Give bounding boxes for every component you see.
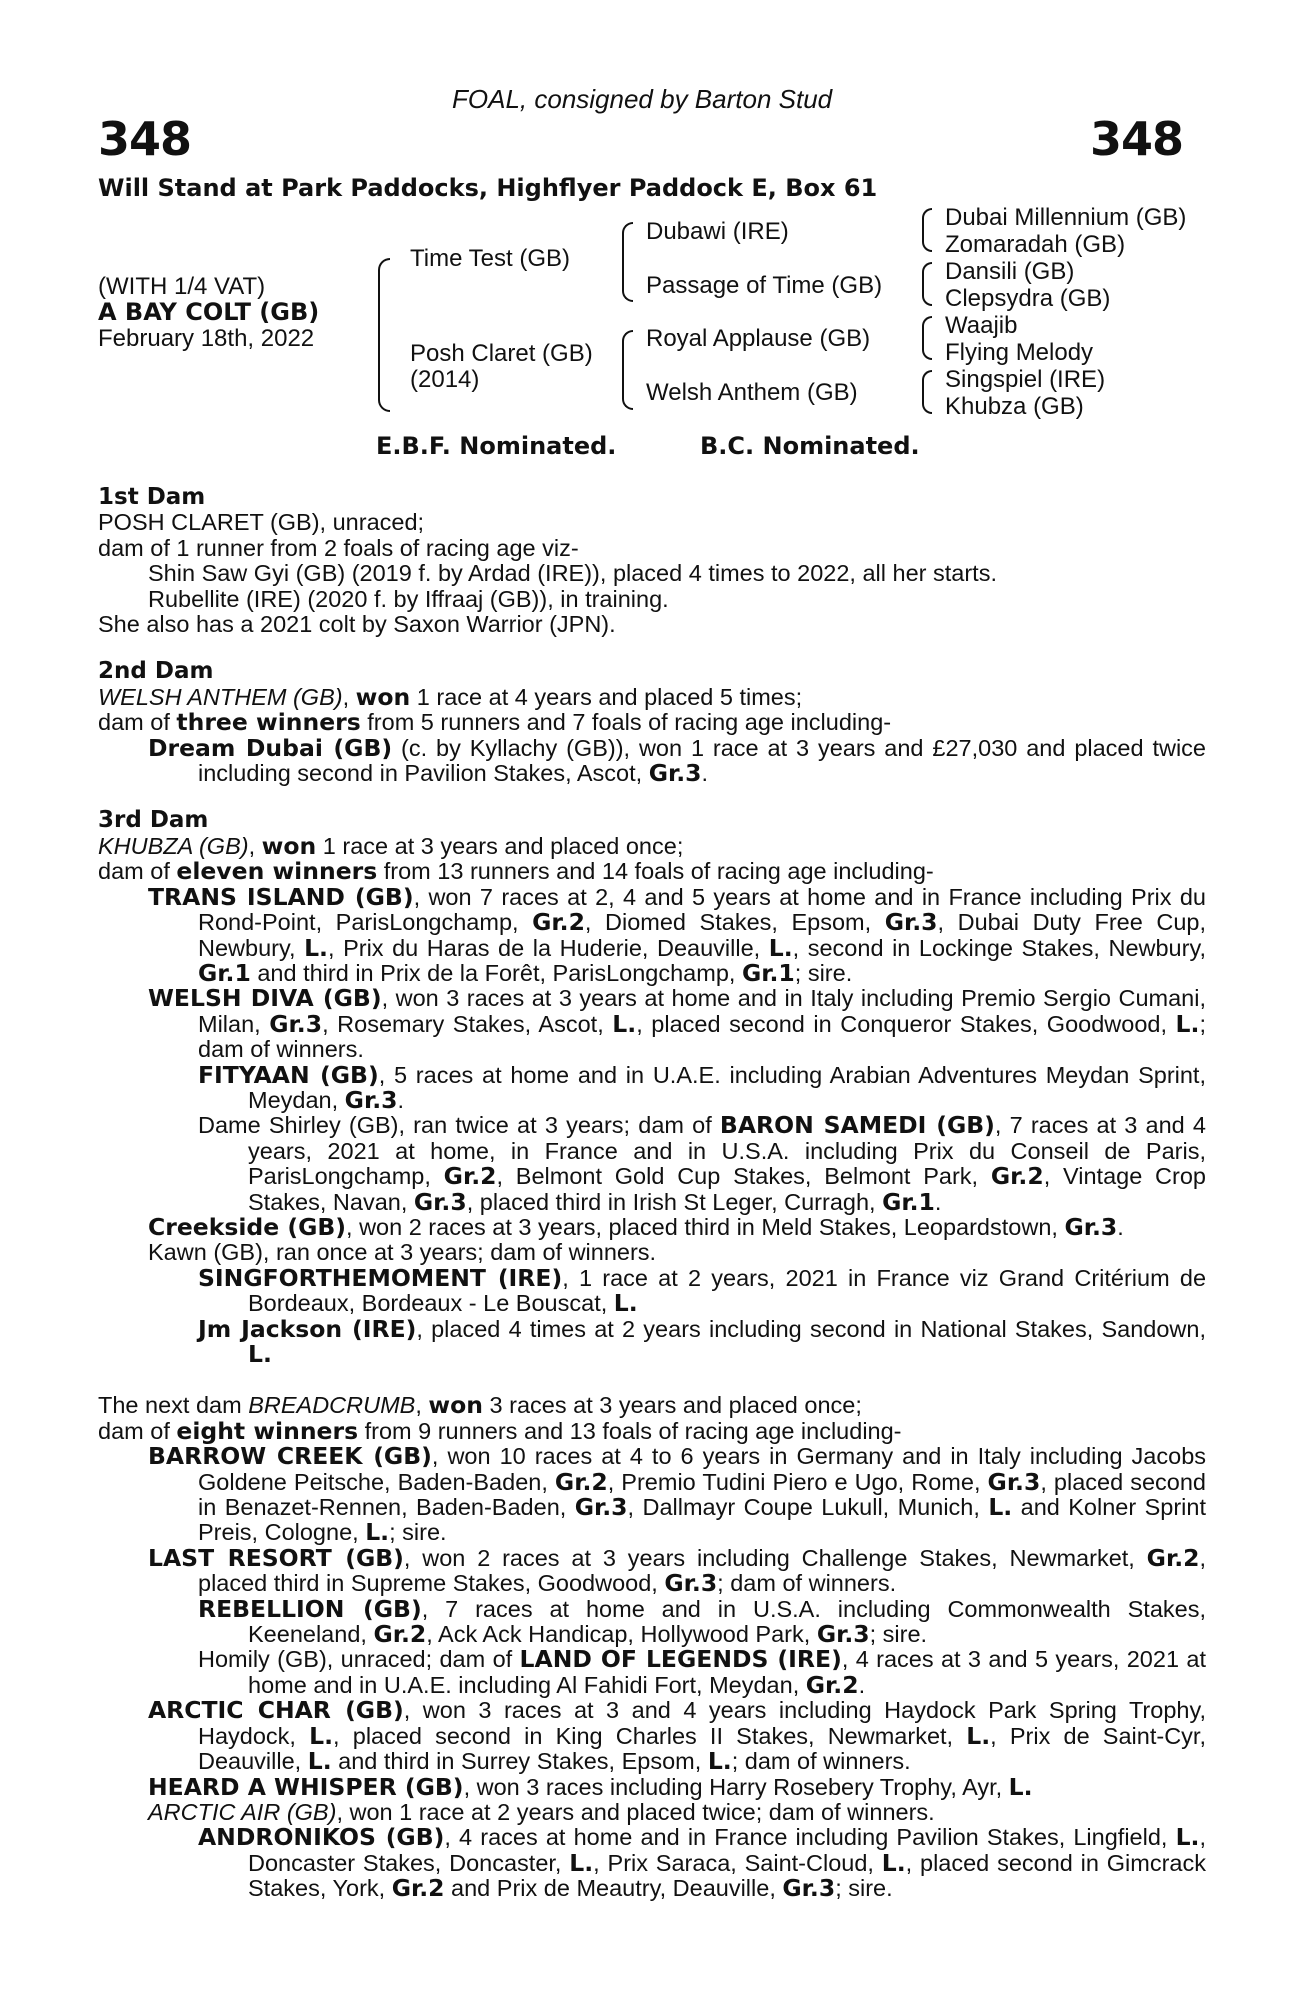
text: dam of xyxy=(98,1417,177,1444)
grade: L. xyxy=(966,1721,991,1750)
dam-name: BREADCRUMB xyxy=(248,1392,416,1419)
text: . xyxy=(1117,1213,1124,1240)
lot-title: A BAY COLT (GB) xyxy=(98,298,320,326)
grade: Gr.2 xyxy=(990,1162,1044,1191)
grade: L. xyxy=(1008,1772,1033,1801)
text: . xyxy=(397,1086,405,1113)
text: , Prix Saraca, Saint-Cloud, xyxy=(593,1849,882,1876)
text: , second in Lockinge Stakes, Newbury, xyxy=(792,934,1206,961)
first-dam-progeny: Rubellite (IRE) (2020 f. by Iffraaj (GB)), in training. xyxy=(148,585,669,612)
grade: L. xyxy=(365,1518,390,1547)
progeny-entry xyxy=(98,1698,1206,1774)
brace xyxy=(622,330,633,410)
progeny-entry xyxy=(98,986,1206,1062)
grade: L. xyxy=(768,933,793,962)
grade: L. xyxy=(569,1848,594,1877)
text: , won 2 races at 3 years including Challenge Stakes, Newmarket, xyxy=(403,1544,1147,1571)
text: , 7 races at 3 and 4 years, 2021 at home, in France and in U.S.A. including Prix du Conseil de Paris, ParisLongchamp, xyxy=(248,1112,1206,1190)
first-dam-progeny: Shin Saw Gyi (GB) (2019 f. by Ardad (IRE)), placed 4 times to 2022, all her starts. xyxy=(148,560,997,587)
horse-name: HEARD A WHISPER (GB) xyxy=(148,1772,464,1801)
text: dam of xyxy=(98,858,177,885)
horse-name: Dream Dubai (GB) xyxy=(148,733,393,762)
sire: Time Test (GB) xyxy=(410,245,571,272)
grade: L. xyxy=(304,933,328,962)
consignment-line: FOAL, consigned by Barton Stud xyxy=(452,84,833,114)
horse-name: REBELLION (GB) xyxy=(198,1594,422,1623)
horse-name: TRANS ISLAND (GB) xyxy=(148,882,414,911)
first-dam-line: POSH CLARET (GB), unraced; xyxy=(98,509,425,536)
progeny-entry xyxy=(98,1113,1206,1215)
grade: Gr.2 xyxy=(391,1874,445,1903)
winners-count: eight winners xyxy=(176,1416,359,1445)
text: ; dam of winners. xyxy=(717,1570,897,1597)
first-dam-line: She also has a 2021 colt by Saxon Warrior (JPN). xyxy=(98,611,616,638)
text: , placed second in Benazet-Rennen, Baden-Baden, xyxy=(198,1468,1206,1521)
third-dam-line: KHUBZA (GB), won 1 race at 3 years and placed once; xyxy=(98,831,684,860)
text: from 5 runners and 7 foals of racing age including- xyxy=(360,709,892,736)
text: . xyxy=(934,1188,942,1215)
won-label: won xyxy=(261,831,317,860)
sire-sire: Dubawi (IRE) xyxy=(646,218,789,245)
grade: L. xyxy=(248,1340,272,1368)
text: . xyxy=(858,1671,866,1698)
won-label: won xyxy=(355,682,411,711)
sss: Dubai Millennium (GB) xyxy=(945,204,1187,231)
text: , Doncaster Stakes, Doncaster, xyxy=(248,1824,1206,1876)
text: , Prix de Saint-Cyr, Deauville, xyxy=(198,1722,1206,1775)
horse-name: ANDRONIKOS (GB) xyxy=(198,1823,445,1852)
horse-name: Creekside (GB) xyxy=(148,1212,347,1241)
text: , Dallmayr Coupe Lukull, Munich, xyxy=(627,1494,989,1521)
grade: Gr.3 xyxy=(816,1620,870,1649)
text: , won 3 races at 3 years at home and in Italy including Premio Sergio Cumani, Milan, xyxy=(198,985,1206,1037)
grade: Gr.1 xyxy=(198,958,251,987)
text: , Prix du Haras de la Huderie, Deauville, xyxy=(327,934,769,961)
horse-name: BARROW CREEK (GB) xyxy=(148,1442,432,1471)
third-dam-heading: 3rd Dam xyxy=(98,807,209,834)
text: , Premio Tudini Piero e Ugo, Rome, xyxy=(607,1468,988,1495)
grade: Gr.3 xyxy=(574,1493,628,1522)
progeny-entry xyxy=(98,1263,1207,1318)
text: Dame Shirley (GB), ran twice at 3 years; dam of xyxy=(198,1112,720,1139)
dds: Singspiel (IRE) xyxy=(945,366,1106,393)
text: ; sire. xyxy=(389,1519,447,1546)
text: , Dubai Duty Free Cup, Newbury, xyxy=(198,909,1206,961)
progeny-entry xyxy=(98,1800,1206,1825)
grade: Gr.3 xyxy=(987,1467,1041,1496)
bc-nomination: B.C. Nominated. xyxy=(700,432,920,460)
grade: L. xyxy=(1175,1009,1200,1038)
text: , Rosemary Stakes, Ascot, xyxy=(322,1010,613,1037)
sire-dam: Passage of Time (GB) xyxy=(646,272,883,299)
text: and Kolner Sprint Preis, Cologne, xyxy=(198,1494,1206,1546)
text: , placed second in King Charles II Stakes, Newmarket, xyxy=(333,1722,967,1749)
progeny-entry xyxy=(98,1314,1206,1368)
second-dam-line: WELSH ANTHEM (GB), won 1 race at 4 years and placed 5 times; xyxy=(98,682,803,711)
grade: Gr.3 xyxy=(269,1009,323,1038)
ssd: Zomaradah (GB) xyxy=(945,231,1126,258)
horse-name: WELSH DIVA (GB) xyxy=(148,984,382,1013)
text: , placed 4 times at 2 years including second in National Stakes, Sandown, xyxy=(416,1315,1206,1342)
winners-count: eleven winners xyxy=(176,857,378,886)
progeny-entry xyxy=(98,1594,1206,1649)
grade: Gr.3 xyxy=(884,908,938,937)
first-dam-heading: 1st Dam xyxy=(98,484,206,510)
spacer xyxy=(98,1367,1206,1393)
grade: Gr.3 xyxy=(664,1569,718,1598)
grade: Gr.1 xyxy=(741,958,795,987)
lot-number-left: 348 xyxy=(98,112,192,166)
second-dam-heading: 2nd Dam xyxy=(98,658,214,685)
text: and third in Surrey Stakes, Epsom, xyxy=(331,1748,708,1775)
won-label: won xyxy=(428,1391,484,1420)
grade: L. xyxy=(707,1747,732,1776)
grade: Gr.2 xyxy=(443,1162,497,1191)
third-dam-line xyxy=(98,859,1206,884)
brace xyxy=(378,258,390,412)
progeny-entry xyxy=(98,1060,1206,1114)
text: , placed second in Gimcrack Stakes, York, xyxy=(248,1849,1206,1902)
text: 1 race at 3 years and placed once; xyxy=(316,832,684,859)
brace xyxy=(922,370,932,414)
lot-number-right: 348 xyxy=(1090,112,1184,166)
dam-dam: Welsh Anthem (GB) xyxy=(646,379,858,406)
catalogue-body xyxy=(98,485,1206,1902)
text: Homily (GB), unraced; dam of xyxy=(198,1646,520,1673)
second-dam-line xyxy=(98,710,1206,735)
grade: Gr.3 xyxy=(1064,1212,1118,1241)
grade: Gr.2 xyxy=(373,1620,427,1649)
grade: Gr.2 xyxy=(532,908,585,937)
dsd: Flying Melody xyxy=(945,339,1094,366)
dam-name: KHUBZA (GB) xyxy=(98,832,249,859)
sds: Dansili (GB) xyxy=(945,258,1075,285)
text: , 1 race at 2 years, 2021 in France viz Grand Critérium de Bordeaux, Bordeaux - Le Bouscat, xyxy=(248,1264,1207,1317)
text: , won 2 races at 3 years, placed third in Meld Stakes, Leopardstown, xyxy=(346,1213,1065,1240)
stand-location: Will Stand at Park Paddocks, Highflyer Paddock E, Box 61 xyxy=(98,174,878,202)
grade: Gr.2 xyxy=(1146,1543,1200,1572)
brace xyxy=(922,208,932,252)
horse-name: ARCTIC AIR (GB) xyxy=(148,1798,337,1825)
progeny-entry xyxy=(98,1444,1206,1546)
text: Kawn (GB), ran once at 3 years; dam of winners. xyxy=(148,1239,657,1266)
grade: Gr.3 xyxy=(782,1874,836,1903)
grade: L. xyxy=(612,1009,637,1038)
grade: L. xyxy=(988,1493,1013,1522)
progeny-entry xyxy=(98,1543,1207,1598)
grade: Gr.2 xyxy=(805,1670,859,1699)
text: , placed second in Conqueror Stakes, Goodwood, xyxy=(636,1010,1176,1037)
text: , won 10 races at 4 to 6 years in Germany and in Italy including Jacobs Goldene Peitsche, Baden-Baden, xyxy=(198,1443,1207,1495)
progeny-entry xyxy=(98,1647,1206,1698)
text: , Belmont Gold Cup Stakes, Belmont Park, xyxy=(496,1163,991,1190)
text: , won 3 races including Harry Rosebery Trophy, Ayr, xyxy=(463,1773,1009,1800)
text: , Diomed Stakes, Epsom, xyxy=(584,909,885,936)
grade: Gr.3 xyxy=(413,1187,467,1216)
winners-count: three winners xyxy=(176,708,361,737)
grade: L. xyxy=(307,1747,332,1776)
first-dam-line: dam of 1 runner from 2 foals of racing age viz- xyxy=(98,534,579,561)
text: , 4 races at 3 and 5 years, 2021 at home and in U.A.E. including Al Fahidi Fort, Meydan, xyxy=(248,1646,1206,1698)
text: , 5 races at home and in U.A.E. including Arabian Adventures Meydan Sprint, Meydan, xyxy=(248,1061,1206,1113)
sdd: Clepsydra (GB) xyxy=(945,285,1111,312)
text: ; dam of winners. xyxy=(198,1010,1206,1063)
text: , Ack Ack Handicap, Hollywood Park, xyxy=(426,1621,817,1648)
grade: Gr.1 xyxy=(882,1187,935,1216)
grade: L. xyxy=(881,1848,906,1877)
text: 3 races at 3 years and placed once; xyxy=(483,1392,862,1419)
horse-name: FITYAAN (GB) xyxy=(198,1060,379,1089)
text: from 13 runners and 14 foals of racing age including- xyxy=(377,858,934,885)
foaling-date: February 18th, 2022 xyxy=(98,325,315,352)
text: ; sire. xyxy=(869,1621,928,1648)
horse-name: Jm Jackson (IRE) xyxy=(198,1314,417,1343)
grade: Gr.3 xyxy=(648,759,702,788)
horse-name: BARON SAMEDI (GB) xyxy=(719,1111,995,1140)
text: ; sire. xyxy=(835,1875,893,1902)
progeny-entry xyxy=(98,1825,1206,1901)
text: , xyxy=(415,1392,429,1419)
text: , 4 races at home and in France including Pavilion Stakes, Lingfield, xyxy=(444,1824,1176,1851)
text: , placed third in Supreme Stakes, Goodwood, xyxy=(198,1544,1207,1597)
grade: L. xyxy=(1175,1823,1200,1852)
brace xyxy=(922,262,932,306)
dam-year: (2014) xyxy=(410,366,480,393)
grade: Gr.2 xyxy=(554,1467,608,1496)
dss: Waajib xyxy=(945,312,1018,339)
text: , 7 races at home and in U.S.A. including Commonwealth Stakes, Keeneland, xyxy=(248,1595,1206,1648)
text: , Vintage Crop Stakes, Navan, xyxy=(248,1163,1206,1215)
text: and Prix de Meautry, Deauville, xyxy=(444,1875,783,1902)
brace xyxy=(922,316,932,360)
progeny-entry xyxy=(98,1772,1206,1801)
progeny-entry xyxy=(98,733,1206,788)
text: ; dam of winners. xyxy=(731,1748,911,1775)
text: The next dam xyxy=(98,1392,249,1419)
dam-sire: Royal Applause (GB) xyxy=(646,325,871,352)
horse-name: LAST RESORT (GB) xyxy=(148,1543,404,1572)
text: , won 1 race at 2 years and placed twice; dam of winners. xyxy=(336,1798,935,1825)
grade: Gr.3 xyxy=(344,1085,398,1114)
text: ; sire. xyxy=(794,959,853,986)
next-dam-line xyxy=(98,1393,1206,1418)
text: (c. by Kyllachy (GB)), won 1 race at 3 years and £27,030 and placed twice including second in Pavilion Stakes, Ascot, xyxy=(198,734,1206,787)
horse-name: LAND OF LEGENDS (IRE) xyxy=(519,1645,842,1674)
grade: L. xyxy=(309,1721,334,1750)
progeny-entry xyxy=(98,1240,1206,1265)
text: from 9 runners and 13 foals of racing age including- xyxy=(358,1417,902,1444)
vat-note: (WITH 1/4 VAT) xyxy=(98,273,266,300)
dam: Posh Claret (GB) xyxy=(410,340,593,367)
text: , won 3 races at 3 and 4 years including Haydock Park Spring Trophy, Haydock, xyxy=(198,1697,1206,1749)
text: . xyxy=(701,760,709,787)
progeny-entry xyxy=(98,1212,1206,1241)
text: , placed third in Irish St Leger, Curragh, xyxy=(466,1188,883,1215)
horse-name: ARCTIC CHAR (GB) xyxy=(148,1696,404,1725)
text: and third in Prix de la Forêt, ParisLongchamp, xyxy=(250,959,742,986)
text: 1 race at 4 years and placed 5 times; xyxy=(410,683,803,710)
text: dam of xyxy=(98,709,177,736)
dam-name: WELSH ANTHEM (GB) xyxy=(98,683,343,710)
text: , won 7 races at 2, 4 and 5 years at home and in France including Prix du Rond-Point, ParisLongchamp, xyxy=(198,883,1206,936)
brace xyxy=(622,222,633,302)
ebf-nomination: E.B.F. Nominated. xyxy=(376,432,617,460)
progeny-entry xyxy=(98,882,1206,987)
horse-name: SINGFORTHEMOMENT (IRE) xyxy=(198,1263,563,1292)
grade: L. xyxy=(613,1289,638,1318)
next-dam-line xyxy=(98,1416,1206,1445)
ddd: Khubza (GB) xyxy=(945,393,1084,420)
